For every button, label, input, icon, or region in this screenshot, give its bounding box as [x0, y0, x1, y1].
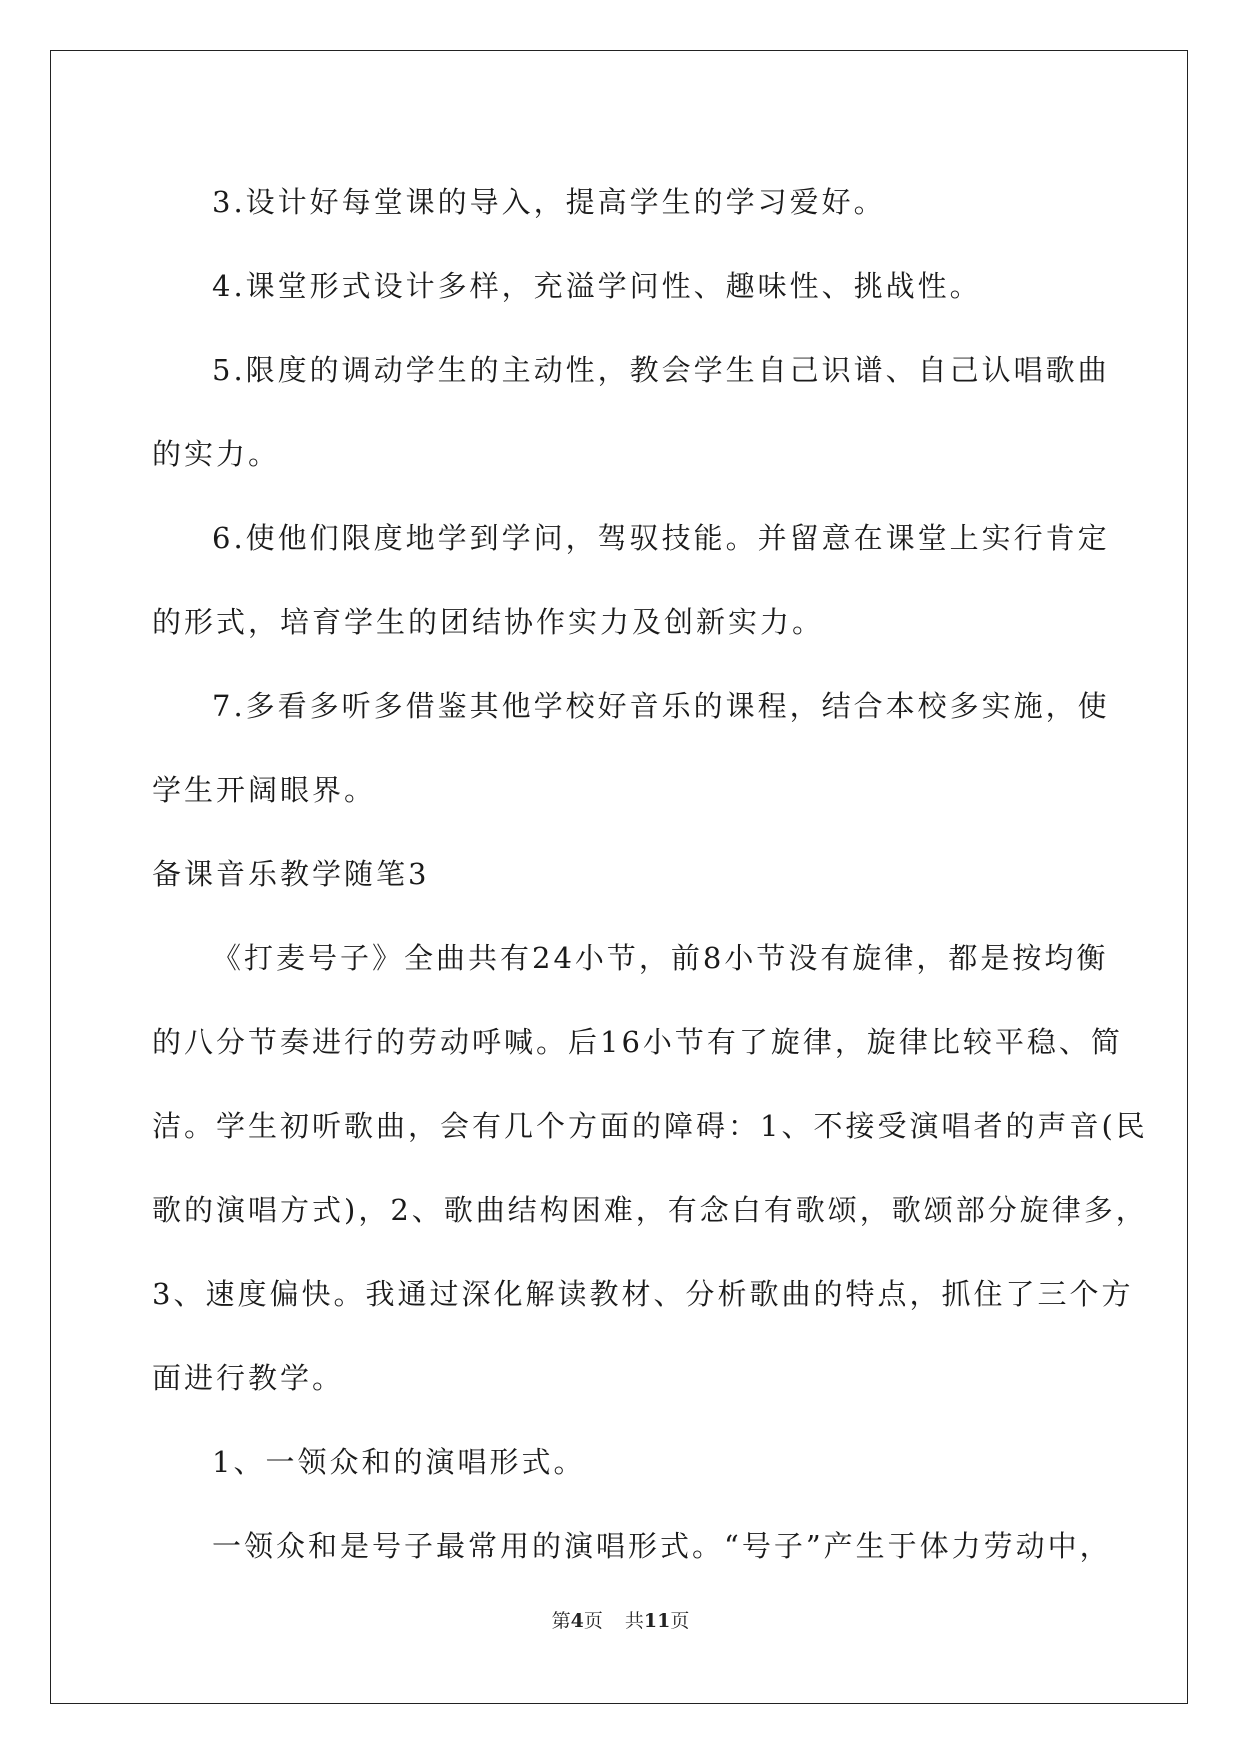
paragraph-line: 的形式，培育学生的团结协作实力及创新实力。	[152, 605, 825, 639]
footer-total-prefix: 共	[624, 1610, 644, 1632]
paragraph-line: 学生开阔眼界。	[152, 773, 377, 807]
paragraph-line: 《打麦号子》全曲共有24小节，前8小节没有旋律，都是按均衡	[212, 941, 1109, 975]
document-body	[152, 160, 1148, 1588]
footer-total-suffix: 页	[670, 1610, 690, 1632]
section-heading: 备课音乐教学随笔3	[152, 857, 430, 891]
paragraph-line: 4.课堂形式设计多样，充溢学问性、趣味性、挑战性。	[212, 269, 982, 303]
paragraph-line: 面进行教学。	[152, 1361, 345, 1395]
paragraph-line: 3.设计好每堂课的导入，提高学生的学习爱好。	[212, 185, 886, 219]
paragraph-line: 洁。学生初听歌曲，会有几个方面的障碍：1、不接受演唱者的声音(民	[152, 1109, 1148, 1143]
paragraph-line: 的八分节奏进行的劳动呼喊。后16小节有了旋律，旋律比较平稳、简	[152, 1025, 1123, 1059]
page-number: 4	[570, 1610, 584, 1632]
paragraph-line: 歌的演唱方式)，2、歌曲结构困难，有念白有歌颂，歌颂部分旋律多，	[152, 1193, 1148, 1227]
page-footer	[0, 1606, 1241, 1633]
paragraph-line: 1、一领众和的演唱形式。	[212, 1445, 586, 1479]
paragraph-line: 3、速度偏快。我通过深化解读教材、分析歌曲的特点，抓住了三个方	[152, 1277, 1134, 1311]
footer-prefix: 第	[551, 1610, 571, 1632]
paragraph-line: 5.限度的调动学生的主动性，教会学生自己识谱、自己认唱歌曲	[212, 353, 1110, 387]
total-pages: 11	[643, 1610, 671, 1632]
footer-page-suffix: 页	[583, 1610, 603, 1632]
paragraph-line: 的实力。	[152, 437, 281, 471]
paragraph-line: 一领众和是号子最常用的演唱形式。“号子”产生于体力劳动中，	[212, 1529, 1112, 1563]
paragraph-line: 6.使他们限度地学到学问，驾驭技能。并留意在课堂上实行肯定	[212, 521, 1110, 555]
paragraph-line: 7.多看多听多借鉴其他学校好音乐的课程，结合本校多实施，使	[212, 689, 1110, 723]
